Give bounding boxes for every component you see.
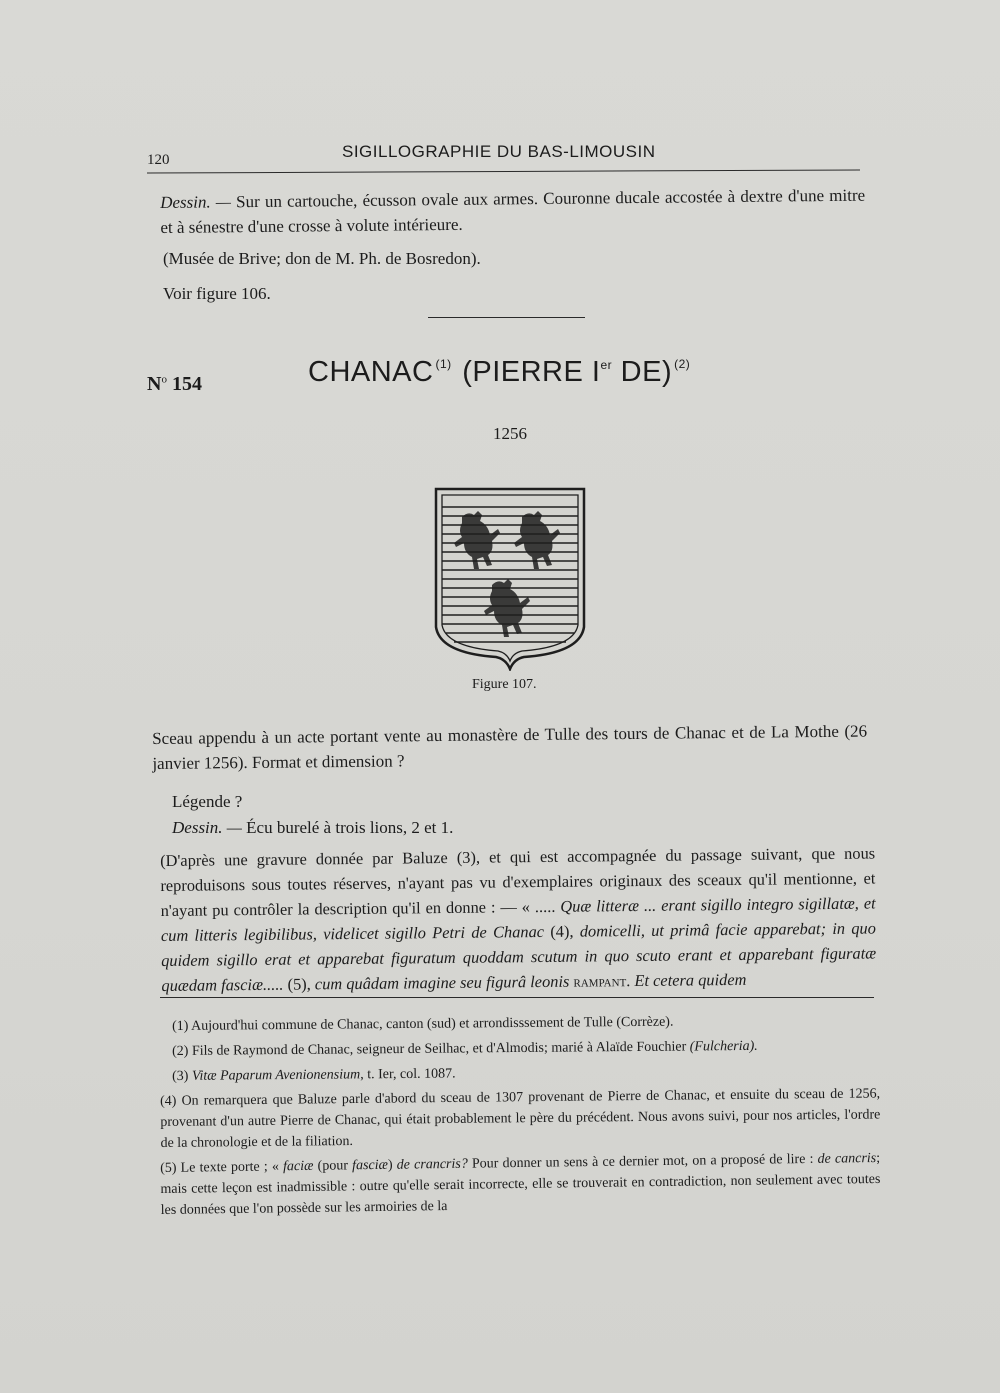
footnote-2: (2) Fils de Raymond de Chanac, seigneur de Seilhac, et d'Almodis; marié à Alaïde Fouchier (Fulcheria).: [172, 1038, 758, 1059]
page-header: [147, 140, 860, 170]
footnote-4: (4) On remarquera que Baluze parle d'abord du sceau de 1307 provenant de Pierre de Chanac, et ensuite du sceau de 1256, provenant d'un autre Pierre de Chanac, qui était probablement le père du précédent. Nous avons suivi, pour nos articles, l'ordre de la chronologie et de la filiation.: [160, 1086, 881, 1151]
legende-line: Légende ?: [172, 792, 243, 811]
entry-year: 1256: [493, 424, 527, 443]
running-title: SIGILLOGRAPHIE DU BAS-LIMOUSIN: [342, 142, 656, 161]
body-paragraph-1: Sceau appendu à un acte portant vente au monastère de Tulle des tours de Chanac et de La Mothe (26 janvier 1256). Format et dimension ?: [152, 721, 868, 773]
entry-title: CHANAC $^{(1)}$ (PIERRE Ier DE) $^{(2)}$: [308, 356, 691, 388]
footnotes: [160, 1016, 880, 1225]
body-paragraph-2: (D'après une gravure donnée par Baluze (3), et qui est accompagnée du passage suivant, que nous reproduisons sous toutes réserves, n'ayant pas vu d'exemplaires originaux des sceaux qu'il mentionne, et n'ayant pu contrôler la description qu'il en donne : — « ..... Quæ litteræ ... erant sigillo integro sigillatæ, et cum litteris legibilibus, videlicet sigillo Petri de Chanac (4), domicelli, ut primâ facie apparebat; in quo quidem sigillo erat et apparebat figuratum quoddam scutum in quo scuto erant et apparebant figuratæ quædam fasciæ..... (5), cum quâdam imagine seu figurâ leonis rampant. Et cetera quidem: [160, 843, 877, 995]
entry-number: $N^o$ 154: [147, 373, 202, 395]
footnote-1: (1) Aujourd'hui commune de Chanac, canton (sud) et arrondisssement de Tulle (Corrèze).: [172, 1014, 674, 1034]
dessin-label: Dessin. —: [172, 818, 242, 837]
footnote-5: (5) Le texte porte ; « faciæ (pour fasciæ) de crancris? Pour donner un sens à ce dernier mot, on a proposé de lire : de cancris; mais cette leçon est inadmissible : outre qu'elle serait incorrecte, elle se trouverait en contradiction, non seulement avec toutes les données que l'on possède sur les armoiries de la: [160, 1150, 881, 1218]
footnote-ref-1: (1): [435, 357, 452, 371]
page-number: 120: [147, 152, 170, 168]
body-dessin: [172, 815, 453, 840]
footnote-ref-2: (2): [674, 357, 691, 371]
figure-caption: Figure 107.: [472, 677, 537, 692]
header-rule: [147, 169, 860, 173]
dessin-text: Sur un cartouche, écusson ovale aux armes. Couronne ducale accostée à dextre d'une mitre et à sénestre d'une crosse à volute intérieure.: [160, 185, 866, 237]
footnote-3: (3) Vitæ Paparum Avenionensium, t. Ier, col. 1087.: [172, 1066, 456, 1084]
section-separator: [428, 317, 585, 318]
dessin-text: Écu burelé à trois lions, 2 et 1.: [246, 818, 454, 837]
coat-of-arms-shield: [434, 487, 586, 671]
footnote-rule: [160, 997, 874, 998]
previous-entry-source: (Musée de Brive; don de M. Ph. de Bosredon).: [163, 249, 481, 268]
previous-entry-figure-ref: Voir figure 106.: [163, 284, 271, 303]
dessin-label: Dessin. —: [160, 192, 232, 212]
previous-entry-dessin: [160, 183, 865, 240]
